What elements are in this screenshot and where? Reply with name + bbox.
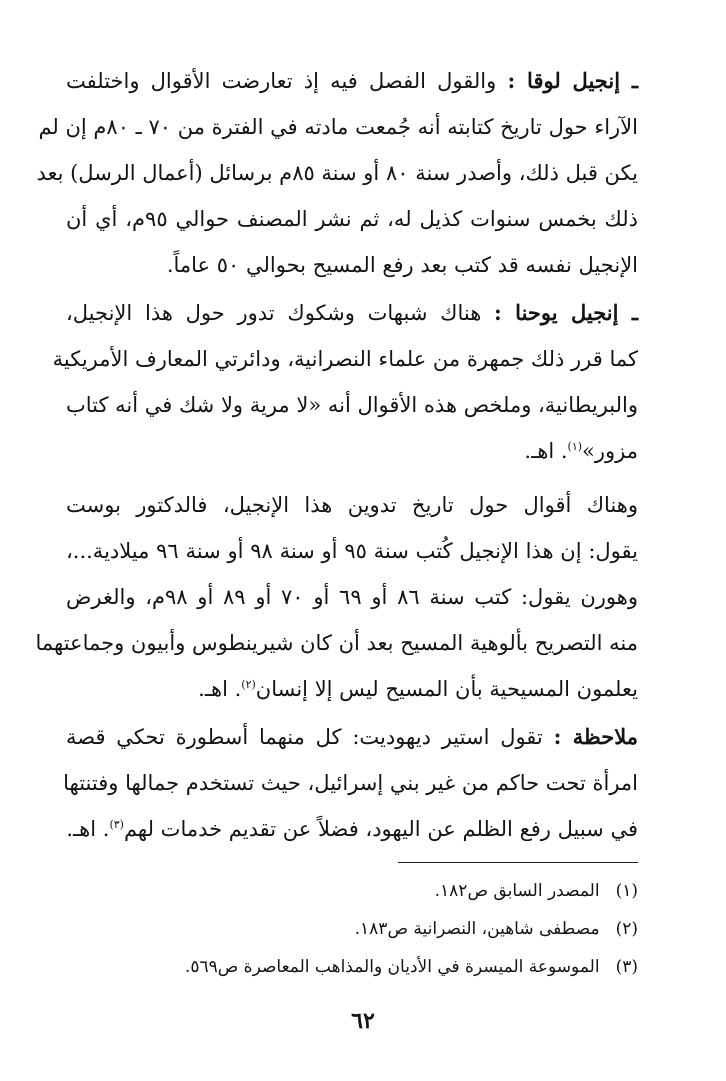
text-line: يكن قبل ذلك، وأصدر سنة ٨٠ أو سنة ٨٥م برسائل (أعمال الرسل) بعد — [36, 161, 638, 185]
text-line: ذلك بخمس سنوات كذيل له، ثم نشر المصنف حوالي ٩٥م، أي أن — [66, 207, 638, 231]
text-line: ملاحظة : تقول استير ديهوديت: كل منهما أسطورة تحكي قصة — [66, 724, 639, 749]
heading-john: ـ إنجيل يوحنا : — [494, 300, 638, 325]
footnotes — [66, 872, 638, 986]
footnote-ref: (١) — [567, 440, 583, 453]
text-line: منه التصريح بألوهية المسيح بعد أن كان شيرينطوس وأبيون وجماعتهما — [35, 631, 638, 655]
footnote-ref: (٣) — [109, 818, 124, 831]
text-line: الإنجيل نفسه قد كتب بعد رفع المسيح بحوالي ٥٠ عاماً. — [166, 253, 638, 277]
footnote-ref: (٢) — [241, 678, 256, 691]
text-line: الآراء حول تاريخ كتابته أنه جُمعت مادته في الفترة من ٧٠ ـ ٨٠م إن لم — [38, 115, 638, 139]
text-line: وهورن يقول: كتب سنة ٨٦ أو ٦٩ أو ٧٠ أو ٨٩ أو ٩٨م، والغرض — [66, 585, 638, 609]
main-text — [35, 58, 639, 852]
footnote: (٣)الموسوعة الميسرة في الأديان والمذاهب المعاصرة ص٥٦٩. — [184, 957, 638, 977]
text-line: يقول: إن هذا الإنجيل كُتب سنة ٩٥ أو سنة ٩٨ أو سنة ٩٦ ميلادية...، — [66, 539, 638, 563]
footnote: (١)المصدر السابق ص١٨٢. — [434, 881, 638, 901]
text-line: يعلمون المسيحية بأن المسيح ليس إلا إنسان$^{(٢)}$. اهـ. — [198, 677, 638, 701]
text-line: والبريطانية، وملخص هذه الأقوال أنه «لا مرية ولا شك في أنه كتاب — [65, 393, 638, 417]
heading-luke: ـ إنجيل لوقا : — [507, 68, 639, 93]
page-number: ٦٢ — [351, 1008, 375, 1034]
text-line: ـ إنجيل لوقا : والقول الفصل فيه إذ تعارضت الأقوال واختلفت — [66, 68, 639, 93]
text-line: امرأة تحت حاكم من غير بني إسرائيل، حيث تستخدم جمالها وفتنتها — [63, 771, 638, 795]
text-line: مزور»$^{(١)}$. اهـ. — [524, 439, 638, 463]
text-line: في سبيل رفع الظلم عن اليهود، فضلاً عن تقديم خدمات لهم$^{(٣)}$. اهـ. — [66, 817, 638, 841]
text-line: كما قرر ذلك جمهرة من علماء النصرانية، ودائرتي المعارف الأمريكية — [52, 347, 638, 371]
text-line: ـ إنجيل يوحنا : هناك شبهات وشكوك تدور حول هذا الإنجيل، — [66, 300, 638, 325]
text-line: وهناك أقوال حول تاريخ تدوين هذا الإنجيل، فالدكتور بوست — [66, 493, 638, 517]
heading-note: ملاحظة : — [553, 724, 639, 749]
footnote: (٢)مصطفى شاهين، النصرانية ص١٨٣. — [354, 919, 638, 939]
footnote-divider — [398, 862, 638, 863]
